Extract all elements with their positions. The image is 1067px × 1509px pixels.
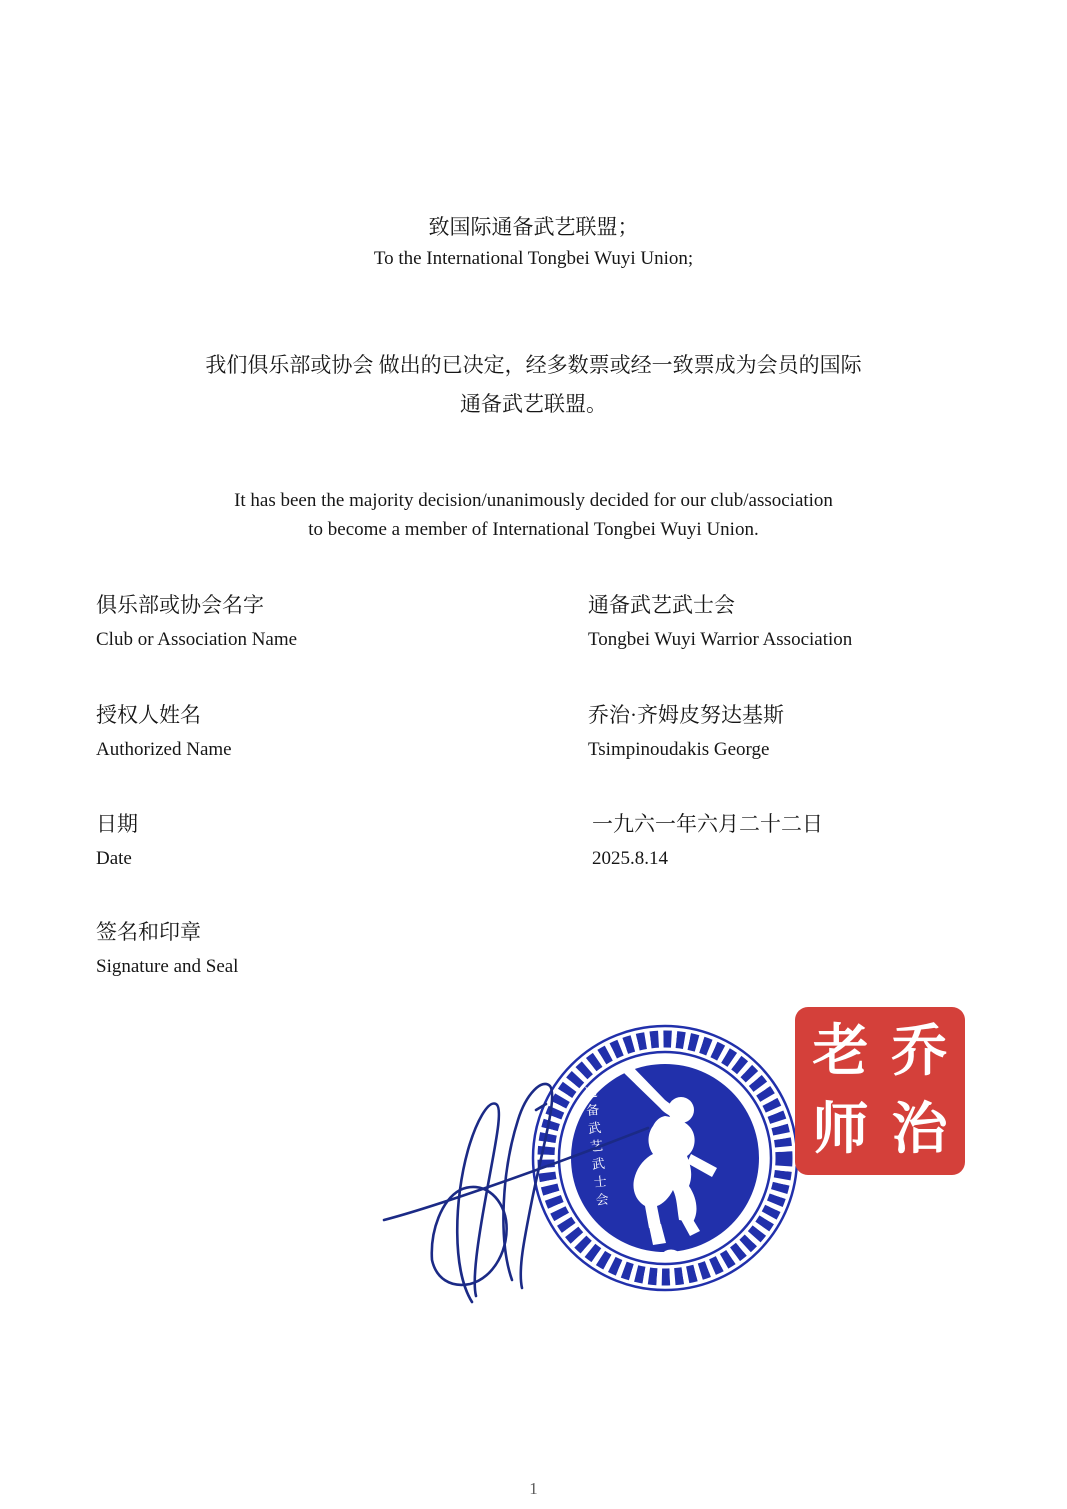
signature-seal-label-cn: 签名和印章 (96, 920, 201, 944)
page-number: 1 (529, 1479, 538, 1498)
body-paragraph-en (0, 486, 1067, 544)
signature-seal-label-en: Signature and Seal (96, 956, 239, 978)
seal-char-bottom-right: 治 (891, 1099, 948, 1161)
club-name-label-cn: 俱乐部或协会名字 (96, 593, 264, 617)
heading-en: To the International Tongbei Wuyi Union; (373, 248, 694, 270)
body-cn-line1: 我们俱乐部或协会 做出的已决定，经多数票或经一致票成为会员的国际 (205, 353, 862, 377)
seal-char-top-right: 乔 (891, 1021, 948, 1083)
red-seal-stamp (795, 1007, 965, 1175)
heading-cn: 致国际通备武艺联盟； (428, 215, 639, 239)
authorized-name-value-en: Tsimpinoudakis George (588, 739, 770, 761)
logo-vertical-text: 通备武艺武士会 (581, 1084, 610, 1212)
authorized-name-label (96, 700, 516, 764)
authorized-name-label-cn: 授权人姓名 (96, 703, 201, 727)
signature-seal-label (96, 917, 516, 981)
date-value-en: 2025.8.14 (592, 848, 668, 870)
date-label-cn: 日期 (96, 812, 138, 836)
authorized-name-value-cn: 乔治·齐姆皮努达基斯 (588, 703, 784, 727)
seal-char-top-left: 老 (812, 1021, 869, 1083)
club-name-label-en: Club or Association Name (96, 629, 298, 651)
seal-char-bottom-left: 师 (812, 1099, 869, 1161)
authorized-name-label-en: Authorized Name (96, 739, 232, 761)
club-name-label (96, 590, 516, 654)
body-en-line1: It has been the majority decision/unanimously decided for our club/association (234, 490, 833, 511)
club-name-value (588, 590, 1028, 654)
authorized-name-value (588, 700, 1028, 764)
club-name-value-cn: 通备武艺武士会 (588, 593, 735, 617)
date-label (96, 809, 516, 873)
body-cn-line2: 通备武艺联盟。 (460, 392, 607, 416)
letter-heading (0, 212, 1067, 273)
date-value (592, 809, 1032, 873)
date-value-cn: 一九六一年六月二十二日 (592, 812, 823, 836)
body-en-line2: to become a member of International Tongbei Wuyi Union. (308, 519, 759, 540)
body-paragraph-cn (0, 346, 1067, 424)
date-label-en: Date (96, 848, 132, 870)
club-name-value-en: Tongbei Wuyi Warrior Association (588, 629, 853, 651)
handwritten-signature (360, 1070, 680, 1320)
